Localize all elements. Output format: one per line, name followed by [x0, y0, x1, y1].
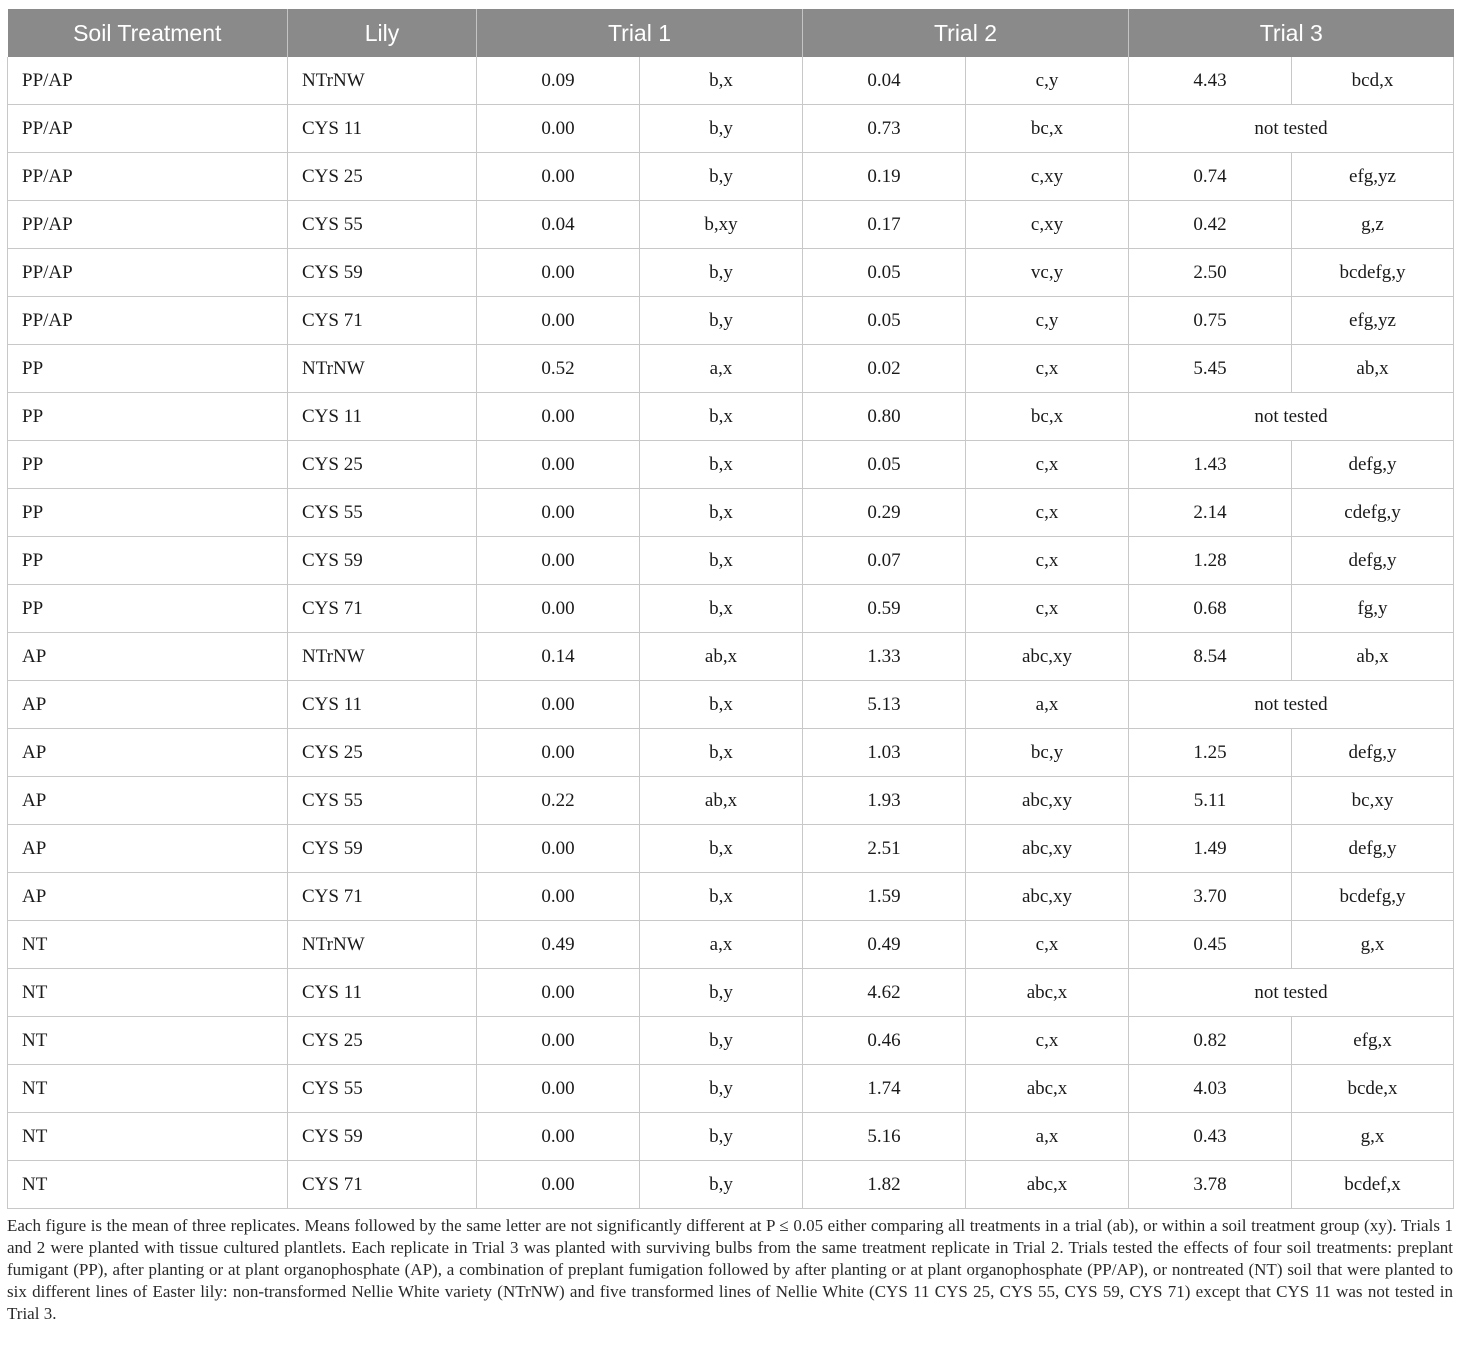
table-row [8, 57, 1454, 105]
lily-cell: CYS 11 [288, 681, 477, 729]
trial-1-mean-cell: 0.00 [477, 105, 640, 153]
trial-3-letters-cell: g,x [1292, 1113, 1454, 1161]
trial-3-mean-cell: 0.82 [1129, 1017, 1292, 1065]
trial-3-mean-cell: 0.68 [1129, 585, 1292, 633]
table-row [8, 825, 1454, 873]
trial-1-letters-cell: b,x [640, 393, 803, 441]
trial-1-letters-cell: b,x [640, 681, 803, 729]
trial-2-mean-cell: 0.59 [803, 585, 966, 633]
trial-2-letters-cell: bc,y [966, 729, 1129, 777]
lily-cell: NTrNW [288, 633, 477, 681]
soil-treatment-cell: PP/AP [8, 201, 288, 249]
table-row [8, 777, 1454, 825]
trial-1-mean-cell: 0.00 [477, 249, 640, 297]
trial-2-mean-cell: 0.46 [803, 1017, 966, 1065]
trial-2-mean-cell: 0.05 [803, 441, 966, 489]
soil-treatment-cell: PP/AP [8, 297, 288, 345]
trial-2-mean-cell: 1.93 [803, 777, 966, 825]
trial-3-letters-cell: ab,x [1292, 633, 1454, 681]
table-row [8, 1065, 1454, 1113]
soil-treatment-cell: NT [8, 1161, 288, 1209]
trial-3-letters-cell: defg,y [1292, 825, 1454, 873]
table-row [8, 1113, 1454, 1161]
trial-2-mean-cell: 0.19 [803, 153, 966, 201]
lily-cell: NTrNW [288, 57, 477, 105]
lily-cell: CYS 55 [288, 777, 477, 825]
trial-2-mean-cell: 0.80 [803, 393, 966, 441]
trial-3-not-tested-cell: not tested [1129, 393, 1454, 441]
trial-1-letters-cell: b,y [640, 1113, 803, 1161]
table-row [8, 153, 1454, 201]
trial-2-letters-cell: c,x [966, 921, 1129, 969]
trial-1-mean-cell: 0.14 [477, 633, 640, 681]
trial-3-mean-cell: 0.42 [1129, 201, 1292, 249]
trial-2-letters-cell: bc,x [966, 105, 1129, 153]
trial-3-letters-cell: bcdefg,y [1292, 249, 1454, 297]
trial-3-letters-cell: efg,x [1292, 1017, 1454, 1065]
trial-2-mean-cell: 5.16 [803, 1113, 966, 1161]
trial-1-mean-cell: 0.00 [477, 585, 640, 633]
trial-3-letters-cell: bcd,x [1292, 57, 1454, 105]
trial-1-mean-cell: 0.00 [477, 1113, 640, 1161]
lily-cell: CYS 11 [288, 393, 477, 441]
trial-1-mean-cell: 0.00 [477, 297, 640, 345]
trial-3-not-tested-cell: not tested [1129, 681, 1454, 729]
trial-1-mean-cell: 0.00 [477, 441, 640, 489]
lily-cell: CYS 11 [288, 105, 477, 153]
trial-2-letters-cell: vc,y [966, 249, 1129, 297]
trial-1-letters-cell: b,x [640, 873, 803, 921]
trial-2-mean-cell: 4.62 [803, 969, 966, 1017]
trial-1-mean-cell: 0.00 [477, 393, 640, 441]
trial-3-mean-cell: 4.43 [1129, 57, 1292, 105]
trial-3-mean-cell: 1.43 [1129, 441, 1292, 489]
lily-cell: CYS 25 [288, 153, 477, 201]
header-lily: Lily [288, 9, 477, 57]
trial-1-letters-cell: b,x [640, 585, 803, 633]
soil-treatment-cell: NT [8, 1065, 288, 1113]
table-row [8, 729, 1454, 777]
table-row [8, 441, 1454, 489]
trial-1-mean-cell: 0.00 [477, 825, 640, 873]
table-row [8, 633, 1454, 681]
trial-3-mean-cell: 1.25 [1129, 729, 1292, 777]
table-row [8, 489, 1454, 537]
trial-2-letters-cell: abc,xy [966, 633, 1129, 681]
soil-treatment-cell: PP/AP [8, 249, 288, 297]
trial-1-mean-cell: 0.00 [477, 1161, 640, 1209]
soil-treatment-cell: PP [8, 441, 288, 489]
trial-2-letters-cell: c,x [966, 1017, 1129, 1065]
trial-2-letters-cell: c,x [966, 537, 1129, 585]
table-row [8, 537, 1454, 585]
trial-3-letters-cell: fg,y [1292, 585, 1454, 633]
trial-1-mean-cell: 0.22 [477, 777, 640, 825]
trial-1-mean-cell: 0.00 [477, 1017, 640, 1065]
soil-treatment-cell: AP [8, 729, 288, 777]
table-row [8, 921, 1454, 969]
trial-3-letters-cell: bcdef,x [1292, 1161, 1454, 1209]
soil-treatment-cell: PP/AP [8, 105, 288, 153]
results-table [7, 9, 1454, 1209]
trial-2-letters-cell: c,y [966, 297, 1129, 345]
lily-cell: CYS 55 [288, 1065, 477, 1113]
trial-3-mean-cell: 0.74 [1129, 153, 1292, 201]
trial-1-letters-cell: b,y [640, 105, 803, 153]
trial-2-mean-cell: 0.73 [803, 105, 966, 153]
trial-1-letters-cell: b,x [640, 489, 803, 537]
trial-2-letters-cell: abc,xy [966, 825, 1129, 873]
lily-cell: CYS 71 [288, 1161, 477, 1209]
lily-cell: CYS 59 [288, 537, 477, 585]
trial-2-mean-cell: 1.33 [803, 633, 966, 681]
table-body [8, 57, 1454, 1209]
soil-treatment-cell: NT [8, 1017, 288, 1065]
trial-1-mean-cell: 0.00 [477, 729, 640, 777]
trial-1-mean-cell: 0.00 [477, 681, 640, 729]
trial-2-mean-cell: 1.03 [803, 729, 966, 777]
trial-2-letters-cell: c,x [966, 489, 1129, 537]
trial-3-mean-cell: 0.75 [1129, 297, 1292, 345]
trial-1-letters-cell: ab,x [640, 633, 803, 681]
lily-cell: NTrNW [288, 345, 477, 393]
trial-3-mean-cell: 1.49 [1129, 825, 1292, 873]
trial-1-letters-cell: b,y [640, 1065, 803, 1113]
trial-1-mean-cell: 0.00 [477, 537, 640, 585]
table-row [8, 681, 1454, 729]
trial-1-mean-cell: 0.00 [477, 153, 640, 201]
soil-treatment-cell: AP [8, 777, 288, 825]
trial-2-mean-cell: 0.17 [803, 201, 966, 249]
table-row [8, 345, 1454, 393]
header-row [8, 9, 1454, 57]
trial-2-letters-cell: a,x [966, 1113, 1129, 1161]
lily-cell: CYS 71 [288, 297, 477, 345]
trial-2-mean-cell: 1.74 [803, 1065, 966, 1113]
trial-2-mean-cell: 0.05 [803, 249, 966, 297]
trial-2-letters-cell: c,xy [966, 153, 1129, 201]
trial-3-mean-cell: 3.70 [1129, 873, 1292, 921]
table-header [8, 9, 1454, 57]
trial-1-letters-cell: b,y [640, 1017, 803, 1065]
trial-2-mean-cell: 0.07 [803, 537, 966, 585]
trial-1-letters-cell: a,x [640, 921, 803, 969]
trial-2-mean-cell: 0.29 [803, 489, 966, 537]
lily-cell: CYS 55 [288, 489, 477, 537]
lily-cell: CYS 71 [288, 585, 477, 633]
trial-2-mean-cell: 0.49 [803, 921, 966, 969]
trial-1-letters-cell: b,y [640, 969, 803, 1017]
header-trial-2: Trial 2 [803, 9, 1129, 57]
trial-1-mean-cell: 0.09 [477, 57, 640, 105]
trial-2-letters-cell: c,x [966, 345, 1129, 393]
table-footnote: Each figure is the mean of three replicates. Means followed by the same letter are not significantly different at P ≤ 0.05 either comparing all treatments in a trial (ab), or within a soil treatment group (xy). Trials 1 and 2 were planted with tissue cultured plantlets. Each replicate in Trial 3 was planted with surviving bulbs from the same treatment replicate in Trial 2. Trials tested the effects of four soil treatments: preplant fumigant (PP), after planting or at plant organophosphate (AP), a combination of preplant fumigation followed by after planting or at plant organophosphate (PP/AP), or nontreated (NT) soil that were planted to six different lines of Easter lily: non-transformed Nellie White variety (NTrNW) and five transformed lines of Nellie White (CYS 11 CYS 25, CYS 55, CYS 59, CYS 71) except that CYS 11 was not tested in Trial 3. [7, 1216, 1453, 1323]
soil-treatment-cell: AP [8, 825, 288, 873]
trial-1-letters-cell: b,xy [640, 201, 803, 249]
trial-2-letters-cell: c,x [966, 441, 1129, 489]
lily-cell: CYS 71 [288, 873, 477, 921]
trial-3-letters-cell: g,x [1292, 921, 1454, 969]
soil-treatment-cell: AP [8, 681, 288, 729]
trial-1-letters-cell: b,x [640, 441, 803, 489]
trial-3-letters-cell: defg,y [1292, 537, 1454, 585]
soil-treatment-cell: NT [8, 969, 288, 1017]
trial-3-mean-cell: 0.43 [1129, 1113, 1292, 1161]
trial-1-letters-cell: b,x [640, 825, 803, 873]
table-row [8, 969, 1454, 1017]
header-soil-treatment: Soil Treatment [8, 9, 288, 57]
trial-2-letters-cell: abc,x [966, 969, 1129, 1017]
trial-2-letters-cell: a,x [966, 681, 1129, 729]
trial-1-letters-cell: b,x [640, 537, 803, 585]
trial-1-mean-cell: 0.52 [477, 345, 640, 393]
trial-1-letters-cell: ab,x [640, 777, 803, 825]
lily-cell: CYS 55 [288, 201, 477, 249]
lily-cell: CYS 59 [288, 825, 477, 873]
soil-treatment-cell: PP [8, 537, 288, 585]
soil-treatment-cell: AP [8, 873, 288, 921]
trial-3-letters-cell: bcde,x [1292, 1065, 1454, 1113]
trial-3-letters-cell: defg,y [1292, 441, 1454, 489]
trial-2-letters-cell: c,y [966, 57, 1129, 105]
header-trial-3: Trial 3 [1129, 9, 1454, 57]
trial-1-letters-cell: b,x [640, 729, 803, 777]
table-row [8, 105, 1454, 153]
trial-3-mean-cell: 2.50 [1129, 249, 1292, 297]
trial-2-letters-cell: abc,xy [966, 777, 1129, 825]
trial-1-mean-cell: 0.00 [477, 969, 640, 1017]
lily-cell: CYS 25 [288, 441, 477, 489]
trial-1-letters-cell: b,y [640, 153, 803, 201]
trial-3-not-tested-cell: not tested [1129, 969, 1454, 1017]
trial-2-mean-cell: 0.04 [803, 57, 966, 105]
table-row [8, 585, 1454, 633]
trial-1-letters-cell: b,y [640, 1161, 803, 1209]
trial-3-letters-cell: g,z [1292, 201, 1454, 249]
trial-2-letters-cell: c,x [966, 585, 1129, 633]
lily-cell: CYS 25 [288, 1017, 477, 1065]
trial-1-mean-cell: 0.00 [477, 1065, 640, 1113]
table-row [8, 1017, 1454, 1065]
lily-cell: NTrNW [288, 921, 477, 969]
trial-2-mean-cell: 2.51 [803, 825, 966, 873]
trial-1-letters-cell: b,y [640, 249, 803, 297]
trial-3-mean-cell: 5.45 [1129, 345, 1292, 393]
trial-3-mean-cell: 0.45 [1129, 921, 1292, 969]
trial-3-letters-cell: defg,y [1292, 729, 1454, 777]
trial-3-letters-cell: efg,yz [1292, 297, 1454, 345]
trial-3-mean-cell: 8.54 [1129, 633, 1292, 681]
trial-1-letters-cell: b,y [640, 297, 803, 345]
trial-2-mean-cell: 1.82 [803, 1161, 966, 1209]
trial-3-mean-cell: 3.78 [1129, 1161, 1292, 1209]
trial-3-mean-cell: 1.28 [1129, 537, 1292, 585]
trial-3-not-tested-cell: not tested [1129, 105, 1454, 153]
trial-2-letters-cell: abc,x [966, 1065, 1129, 1113]
trial-3-mean-cell: 4.03 [1129, 1065, 1292, 1113]
table-row [8, 201, 1454, 249]
table-row [8, 297, 1454, 345]
soil-treatment-cell: PP/AP [8, 57, 288, 105]
trial-2-letters-cell: bc,x [966, 393, 1129, 441]
soil-treatment-cell: NT [8, 921, 288, 969]
trial-3-letters-cell: bc,xy [1292, 777, 1454, 825]
lily-cell: CYS 59 [288, 249, 477, 297]
trial-1-mean-cell: 0.49 [477, 921, 640, 969]
trial-1-mean-cell: 0.00 [477, 489, 640, 537]
header-trial-1: Trial 1 [477, 9, 803, 57]
soil-treatment-cell: PP [8, 345, 288, 393]
trial-2-mean-cell: 1.59 [803, 873, 966, 921]
soil-treatment-cell: NT [8, 1113, 288, 1161]
trial-3-mean-cell: 2.14 [1129, 489, 1292, 537]
trial-2-mean-cell: 0.05 [803, 297, 966, 345]
trial-1-letters-cell: b,x [640, 57, 803, 105]
trial-3-letters-cell: efg,yz [1292, 153, 1454, 201]
lily-cell: CYS 25 [288, 729, 477, 777]
trial-2-mean-cell: 0.02 [803, 345, 966, 393]
soil-treatment-cell: AP [8, 633, 288, 681]
lily-cell: CYS 11 [288, 969, 477, 1017]
trial-2-letters-cell: c,xy [966, 201, 1129, 249]
trial-1-letters-cell: a,x [640, 345, 803, 393]
trial-1-mean-cell: 0.04 [477, 201, 640, 249]
trial-2-mean-cell: 5.13 [803, 681, 966, 729]
soil-treatment-cell: PP [8, 489, 288, 537]
table-document [7, 9, 1453, 1325]
table-row [8, 873, 1454, 921]
trial-3-letters-cell: cdefg,y [1292, 489, 1454, 537]
trial-3-letters-cell: bcdefg,y [1292, 873, 1454, 921]
trial-2-letters-cell: abc,xy [966, 873, 1129, 921]
table-row [8, 249, 1454, 297]
table-row [8, 393, 1454, 441]
lily-cell: CYS 59 [288, 1113, 477, 1161]
trial-3-letters-cell: ab,x [1292, 345, 1454, 393]
soil-treatment-cell: PP [8, 393, 288, 441]
trial-1-mean-cell: 0.00 [477, 873, 640, 921]
trial-2-letters-cell: abc,x [966, 1161, 1129, 1209]
trial-3-mean-cell: 5.11 [1129, 777, 1292, 825]
soil-treatment-cell: PP/AP [8, 153, 288, 201]
table-row [8, 1161, 1454, 1209]
soil-treatment-cell: PP [8, 585, 288, 633]
